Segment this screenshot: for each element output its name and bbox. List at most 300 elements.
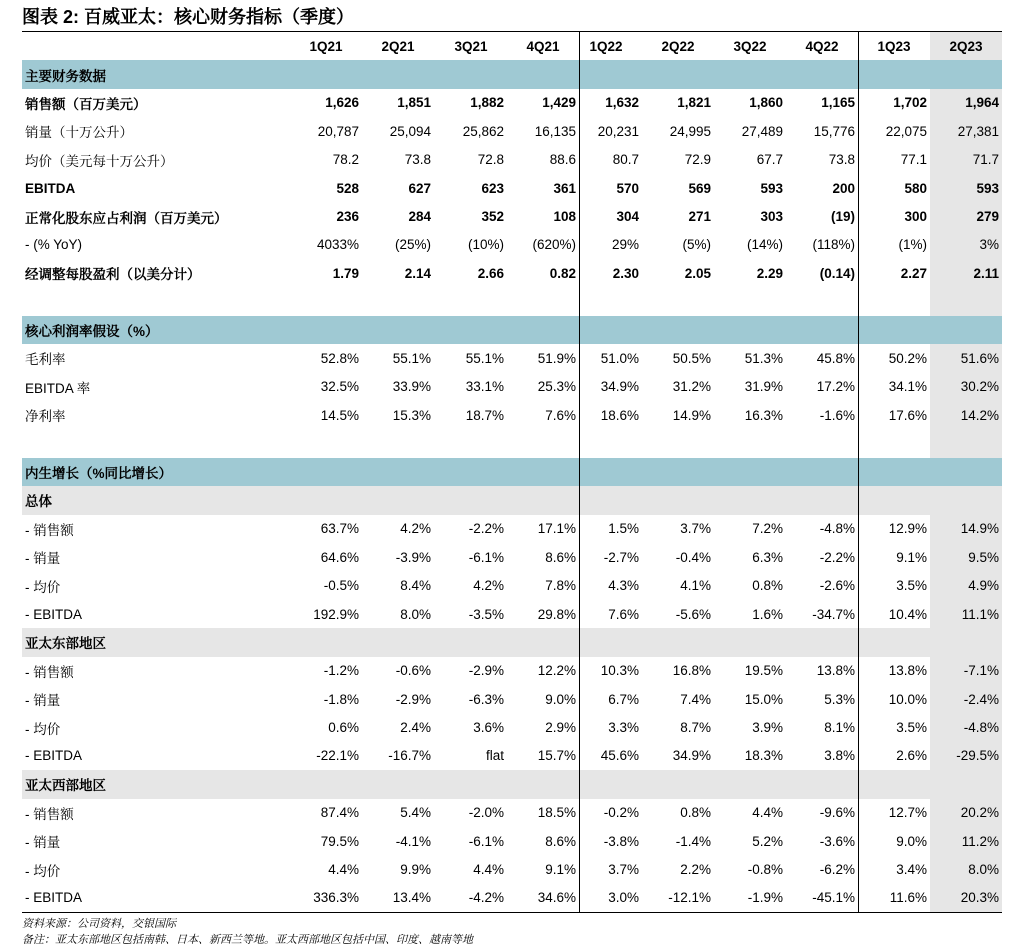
table-cell: 3.7% — [680, 521, 711, 537]
table-cell: -16.7% — [388, 748, 431, 764]
table-row — [22, 855, 1002, 883]
table-cell: 8.7% — [680, 720, 711, 736]
table-cell: 9.1% — [545, 862, 576, 878]
column-header: 2Q22 — [661, 38, 695, 54]
row-label: - 均价 — [25, 579, 61, 595]
row-label: EBITDA — [25, 180, 76, 196]
table-cell: 580 — [904, 180, 927, 196]
table-cell: 284 — [408, 209, 431, 225]
table-cell: 16,135 — [534, 123, 576, 139]
table-cell: 1.79 — [332, 265, 359, 281]
table-row — [22, 543, 1002, 571]
table-cell: 192.9% — [313, 606, 359, 622]
table-row — [22, 657, 1002, 685]
table-cell: -3.5% — [468, 606, 504, 622]
table-cell: -0.8% — [747, 862, 783, 878]
table-cell: 8.1% — [824, 720, 855, 736]
table-cell: 11.2% — [961, 833, 999, 849]
table-cell: 2.2% — [680, 862, 711, 878]
table-cell: 33.9% — [392, 379, 431, 395]
table-cell: 29.8% — [537, 606, 576, 622]
column-header: 3Q21 — [454, 38, 488, 54]
table-cell: -6.3% — [468, 691, 504, 707]
section-header-row — [22, 458, 1002, 486]
table-cell: 16.3% — [744, 407, 783, 423]
table-cell: -3.6% — [819, 833, 855, 849]
table-cell: 13.8% — [888, 663, 927, 679]
table-cell: -2.6% — [819, 578, 855, 594]
table-cell: 7.6% — [608, 606, 639, 622]
table-cell: 2.11 — [973, 265, 999, 281]
row-label: - EBITDA — [25, 890, 83, 906]
section-header-row — [22, 60, 1002, 88]
table-cell: flat — [485, 748, 504, 764]
table-cell: 3.6% — [473, 720, 504, 736]
table-cell: -2.4% — [963, 691, 999, 707]
table-cell: -1.9% — [747, 890, 783, 906]
row-label: - 销量 — [25, 693, 61, 709]
table-cell: 303 — [760, 209, 783, 225]
spacer-row — [22, 288, 1002, 316]
section-label: 总体 — [25, 494, 52, 510]
table-cell: (19) — [830, 209, 855, 225]
row-label: - 销售额 — [25, 664, 74, 680]
table-cell: 55.1% — [392, 350, 431, 366]
table-cell: 1,702 — [893, 95, 927, 111]
table-cell: 17.2% — [816, 379, 855, 395]
table-cell: 45.6% — [600, 748, 639, 764]
table-cell: 7.2% — [752, 521, 783, 537]
table-cell: (1%) — [898, 237, 927, 253]
highlight-column-bg — [930, 288, 1002, 316]
table-cell: (25%) — [394, 237, 431, 253]
section-header-row — [22, 316, 1002, 344]
table-cell: 63.7% — [320, 521, 359, 537]
table-row — [22, 89, 1002, 117]
table-cell: 11.1% — [961, 606, 999, 622]
table-cell: 6.7% — [608, 691, 639, 707]
table-cell: 0.8% — [752, 578, 783, 594]
table-cell: 45.8% — [816, 350, 855, 366]
table-row — [22, 231, 1002, 259]
table-cell: -6.2% — [819, 862, 855, 878]
table-cell: 4.4% — [752, 805, 783, 821]
table-cell: 4.2% — [400, 521, 431, 537]
table-cell: 2.29 — [756, 265, 783, 281]
table-cell: 87.4% — [320, 805, 359, 821]
row-label: - 均价 — [25, 721, 61, 737]
table-row — [22, 827, 1002, 855]
section-label: 核心利润率假设（%） — [25, 324, 159, 340]
row-label: - (% YoY) — [25, 237, 83, 253]
table-cell: 3.0% — [608, 890, 639, 906]
column-header: 4Q21 — [526, 38, 560, 54]
table-cell: 4.3% — [608, 578, 639, 594]
table-cell: 108 — [553, 209, 576, 225]
table-cell: -45.1% — [812, 890, 855, 906]
table-cell: -5.6% — [675, 606, 711, 622]
table-cell: -2.9% — [395, 691, 431, 707]
table-cell: 27,381 — [957, 123, 999, 139]
table-cell: 18.5% — [537, 805, 576, 821]
table-cell: 15.7% — [537, 748, 576, 764]
table-cell: 200 — [832, 180, 855, 196]
table-cell: 10.3% — [600, 663, 639, 679]
column-header: 1Q22 — [589, 38, 623, 54]
table-cell: -0.4% — [675, 549, 711, 565]
table-cell: 2.27 — [900, 265, 927, 281]
table-bottom-border — [22, 912, 1002, 913]
table-row — [22, 373, 1002, 401]
table-cell: 1,964 — [965, 95, 999, 111]
table-cell: -0.6% — [395, 663, 431, 679]
table-cell: 4.2% — [473, 578, 504, 594]
table-cell: 29% — [611, 237, 639, 253]
table-cell: 14.2% — [960, 407, 999, 423]
table-cell: 18.3% — [744, 748, 783, 764]
table-cell: 1,429 — [542, 95, 576, 111]
highlight-column-bg — [930, 486, 1002, 514]
table-cell: -22.1% — [316, 748, 359, 764]
column-header: 2Q21 — [381, 38, 415, 54]
table-cell: 570 — [616, 180, 639, 196]
table-cell: 3.7% — [608, 862, 639, 878]
table-cell: 1,165 — [821, 95, 855, 111]
table-cell: -3.9% — [395, 549, 431, 565]
table-cell: 34.6% — [537, 890, 576, 906]
table-cell: 593 — [760, 180, 783, 196]
table-cell: 361 — [553, 180, 576, 196]
table-cell: -9.6% — [819, 805, 855, 821]
table-cell: 17.6% — [888, 407, 927, 423]
table-cell: 2.9% — [545, 720, 576, 736]
row-label: EBITDA 率 — [25, 380, 91, 396]
table-cell: -7.1% — [963, 663, 999, 679]
table-cell: -4.2% — [468, 890, 504, 906]
table-cell: 1,821 — [677, 95, 711, 111]
section-label: 内生增长（%同比增长） — [25, 466, 173, 482]
table-cell: 2.14 — [404, 265, 431, 281]
table-cell: 1,632 — [605, 95, 639, 111]
table-cell: 9.1% — [896, 549, 927, 565]
table-cell: 3.9% — [752, 720, 783, 736]
table-cell: -2.2% — [468, 521, 504, 537]
table-cell: -4.8% — [819, 521, 855, 537]
table-cell: 73.8 — [828, 152, 855, 168]
table-cell: 77.1 — [900, 152, 927, 168]
table-row — [22, 146, 1002, 174]
table-row — [22, 571, 1002, 599]
highlight-column-bg — [930, 429, 1002, 457]
table-cell: (0.14) — [819, 265, 855, 281]
section-label: 亚太东部地区 — [25, 636, 106, 652]
table-cell: 79.5% — [320, 833, 359, 849]
table-cell: 32.5% — [320, 379, 359, 395]
period-divider-line — [858, 32, 859, 912]
column-header: 1Q21 — [309, 38, 343, 54]
table-cell: -4.8% — [963, 720, 999, 736]
row-label: - 销量 — [25, 551, 61, 567]
subsection-header-row — [22, 770, 1002, 798]
table-cell: 623 — [481, 180, 504, 196]
table-cell: 34.1% — [888, 379, 927, 395]
table-cell: 627 — [408, 180, 431, 196]
table-cell: 51.0% — [600, 350, 639, 366]
table-cell: 19.5% — [744, 663, 783, 679]
table-cell: 304 — [616, 209, 639, 225]
table-cell: 18.7% — [465, 407, 504, 423]
table-cell: 55.1% — [465, 350, 504, 366]
table-cell: 13.8% — [816, 663, 855, 679]
table-cell: 16.8% — [672, 663, 711, 679]
table-cell: 0.8% — [680, 805, 711, 821]
table-cell: 271 — [688, 209, 711, 225]
source-note: 资料来源：公司资料，交银国际 — [22, 918, 176, 931]
table-cell: -1.6% — [819, 407, 855, 423]
table-cell: 80.7 — [612, 152, 639, 168]
table-cell: 528 — [336, 180, 359, 196]
table-cell: 8.6% — [545, 549, 576, 565]
row-label: 销售额（百万美元） — [25, 96, 147, 112]
table-cell: 88.6 — [549, 152, 576, 168]
table-cell: 33.1% — [465, 379, 504, 395]
table-cell: 8.6% — [545, 833, 576, 849]
column-header: 4Q22 — [805, 38, 839, 54]
table-cell: -2.9% — [468, 663, 504, 679]
remark-note: 备注：亚太东部地区包括南韩、日本、新西兰等地。亚太西部地区包括中国、印度、越南等地 — [22, 934, 473, 947]
table-cell: (118%) — [812, 237, 855, 253]
table-cell: 5.3% — [824, 691, 855, 707]
table-cell: 9.5% — [968, 549, 999, 565]
row-label: - 销量 — [25, 835, 61, 851]
table-cell: 336.3% — [313, 890, 359, 906]
table-cell: -12.1% — [668, 890, 711, 906]
table-cell: 15,776 — [813, 123, 855, 139]
table-cell: -0.2% — [603, 805, 639, 821]
table-row — [22, 799, 1002, 827]
table-cell: 300 — [904, 209, 927, 225]
table-cell: 3.4% — [896, 862, 927, 878]
section-label: 主要财务数据 — [25, 68, 106, 84]
table-cell: 25,094 — [389, 123, 431, 139]
table-cell: 10.0% — [888, 691, 927, 707]
table-cell: 64.6% — [320, 549, 359, 565]
table-cell: 71.7 — [972, 152, 999, 168]
table-cell: 72.8 — [477, 152, 504, 168]
column-header: 2Q23 — [949, 38, 983, 54]
table-cell: 72.9 — [684, 152, 711, 168]
table-cell: 2.4% — [400, 720, 431, 736]
table-cell: 8.0% — [968, 862, 999, 878]
table-cell: 34.9% — [672, 748, 711, 764]
table-row — [22, 742, 1002, 770]
table-cell: 3.5% — [896, 720, 927, 736]
table-cell: 2.66 — [477, 265, 504, 281]
table-cell: 73.8 — [404, 152, 431, 168]
table-row — [22, 174, 1002, 202]
table-row — [22, 600, 1002, 628]
row-label: - EBITDA — [25, 606, 83, 622]
table-cell: 4033% — [316, 237, 359, 253]
table-cell: 352 — [481, 209, 504, 225]
table-cell: 3% — [979, 237, 999, 253]
row-label: 毛利率 — [25, 352, 66, 368]
table-row — [22, 117, 1002, 145]
table-cell: 20,787 — [317, 123, 359, 139]
row-label: - 销售额 — [25, 806, 74, 822]
table-cell: 31.2% — [672, 379, 711, 395]
table-cell: 7.8% — [545, 578, 576, 594]
table-cell: 51.6% — [960, 350, 999, 366]
table-row — [22, 515, 1002, 543]
table-cell: 1,851 — [397, 95, 431, 111]
table-cell: 50.2% — [888, 350, 927, 366]
table-cell: 3.8% — [824, 748, 855, 764]
table-cell: -2.7% — [603, 549, 639, 565]
table-row — [22, 713, 1002, 741]
table-cell: 236 — [336, 209, 359, 225]
table-cell: 30.2% — [960, 379, 999, 395]
table-cell: 15.3% — [392, 407, 431, 423]
table-cell: 0.82 — [549, 265, 576, 281]
row-label: 净利率 — [25, 409, 66, 425]
table-cell: 12.7% — [888, 805, 927, 821]
table-cell: -2.0% — [468, 805, 504, 821]
table-cell: -3.8% — [603, 833, 639, 849]
table-row — [22, 685, 1002, 713]
table-cell: -0.5% — [323, 578, 359, 594]
table-row — [22, 202, 1002, 230]
table-cell: 51.9% — [537, 350, 576, 366]
table-cell: 20.2% — [960, 805, 999, 821]
table-row — [22, 884, 1002, 912]
table-cell: (14%) — [746, 237, 783, 253]
table-cell: -34.7% — [812, 606, 855, 622]
table-cell: 3.5% — [896, 578, 927, 594]
highlight-column-bg — [930, 628, 1002, 656]
table-cell: 2.6% — [896, 748, 927, 764]
table-cell: 34.9% — [600, 379, 639, 395]
table-cell: 12.2% — [537, 663, 576, 679]
table-cell: 7.6% — [545, 407, 576, 423]
table-cell: 9.0% — [545, 691, 576, 707]
table-cell: 4.9% — [968, 578, 999, 594]
row-label: 正常化股东应占利润（百万美元） — [25, 210, 228, 226]
row-label: - EBITDA — [25, 748, 83, 764]
table-cell: 9.9% — [400, 862, 431, 878]
row-label: 均价（美元每十万公升） — [25, 153, 174, 169]
column-header: 3Q22 — [733, 38, 767, 54]
figure-title: 图表 2: 百威亚太：核心财务指标（季度） — [22, 7, 355, 27]
table-cell: -1.8% — [323, 691, 359, 707]
table-cell: (5%) — [682, 237, 711, 253]
table-cell: 2.05 — [684, 265, 711, 281]
table-cell: 14.9% — [960, 521, 999, 537]
subsection-header-row — [22, 628, 1002, 656]
spacer-row — [22, 429, 1002, 457]
table-cell: 14.9% — [672, 407, 711, 423]
table-cell: 50.5% — [672, 350, 711, 366]
table-cell: 0.6% — [328, 720, 359, 736]
table-cell: 20.3% — [960, 890, 999, 906]
table-cell: 4.4% — [473, 862, 504, 878]
table-cell: 6.3% — [752, 549, 783, 565]
table-cell: 78.2 — [332, 152, 359, 168]
table-cell: 31.9% — [744, 379, 783, 395]
table-cell: 9.0% — [896, 833, 927, 849]
row-label: - 销售额 — [25, 522, 74, 538]
table-cell: 279 — [976, 209, 999, 225]
table-cell: -2.2% — [819, 549, 855, 565]
table-cell: -4.1% — [395, 833, 431, 849]
table-row — [22, 401, 1002, 429]
table-cell: 1,882 — [470, 95, 504, 111]
table-cell: -6.1% — [468, 549, 504, 565]
table-cell: 18.6% — [600, 407, 639, 423]
table-cell: 4.1% — [680, 578, 711, 594]
table-cell: (620%) — [532, 237, 576, 253]
section-label: 亚太西部地区 — [25, 778, 106, 794]
table-cell: 593 — [976, 180, 999, 196]
table-cell: 1,626 — [325, 95, 359, 111]
period-divider-line — [579, 32, 580, 912]
table-cell: 13.4% — [392, 890, 431, 906]
table-cell: 1.5% — [608, 521, 639, 537]
row-label: 经调整每股盈利（以美分计） — [25, 267, 201, 283]
table-cell: 17.1% — [537, 521, 576, 537]
table-cell: 24,995 — [669, 123, 711, 139]
subsection-header-row — [22, 486, 1002, 514]
table-cell: 22,075 — [885, 123, 927, 139]
table-cell: 12.9% — [888, 521, 927, 537]
table-cell: (10%) — [467, 237, 504, 253]
table-cell: 52.8% — [320, 350, 359, 366]
table-row — [22, 344, 1002, 372]
table-cell: 5.2% — [752, 833, 783, 849]
table-cell: 2.30 — [612, 265, 639, 281]
table-cell: 8.0% — [400, 606, 431, 622]
table-cell: 51.3% — [744, 350, 783, 366]
table-cell: -29.5% — [956, 748, 999, 764]
table-cell: -1.4% — [675, 833, 711, 849]
table-cell: 3.3% — [608, 720, 639, 736]
table-cell: 11.6% — [889, 890, 927, 906]
table-cell: 20,231 — [597, 123, 639, 139]
table-cell: 15.0% — [744, 691, 783, 707]
row-label: 销量（十万公升） — [25, 125, 133, 141]
financial-table — [22, 32, 1002, 912]
table-cell: 67.7 — [756, 152, 783, 168]
column-header: 1Q23 — [877, 38, 911, 54]
row-label: - 均价 — [25, 863, 61, 879]
header-row — [22, 32, 1002, 60]
table-cell: -1.2% — [323, 663, 359, 679]
table-cell: 5.4% — [400, 805, 431, 821]
table-cell: 569 — [688, 180, 711, 196]
table-cell: 14.5% — [320, 407, 359, 423]
table-cell: 25,862 — [462, 123, 504, 139]
table-cell: 10.4% — [888, 606, 927, 622]
table-cell: 27,489 — [741, 123, 783, 139]
table-cell: 8.4% — [400, 578, 431, 594]
table-cell: -6.1% — [468, 833, 504, 849]
table-cell: 1,860 — [749, 95, 783, 111]
table-cell: 1.6% — [752, 606, 783, 622]
highlight-column-bg — [930, 770, 1002, 798]
table-cell: 25.3% — [537, 379, 576, 395]
table-cell: 7.4% — [680, 691, 711, 707]
table-cell: 4.4% — [328, 862, 359, 878]
